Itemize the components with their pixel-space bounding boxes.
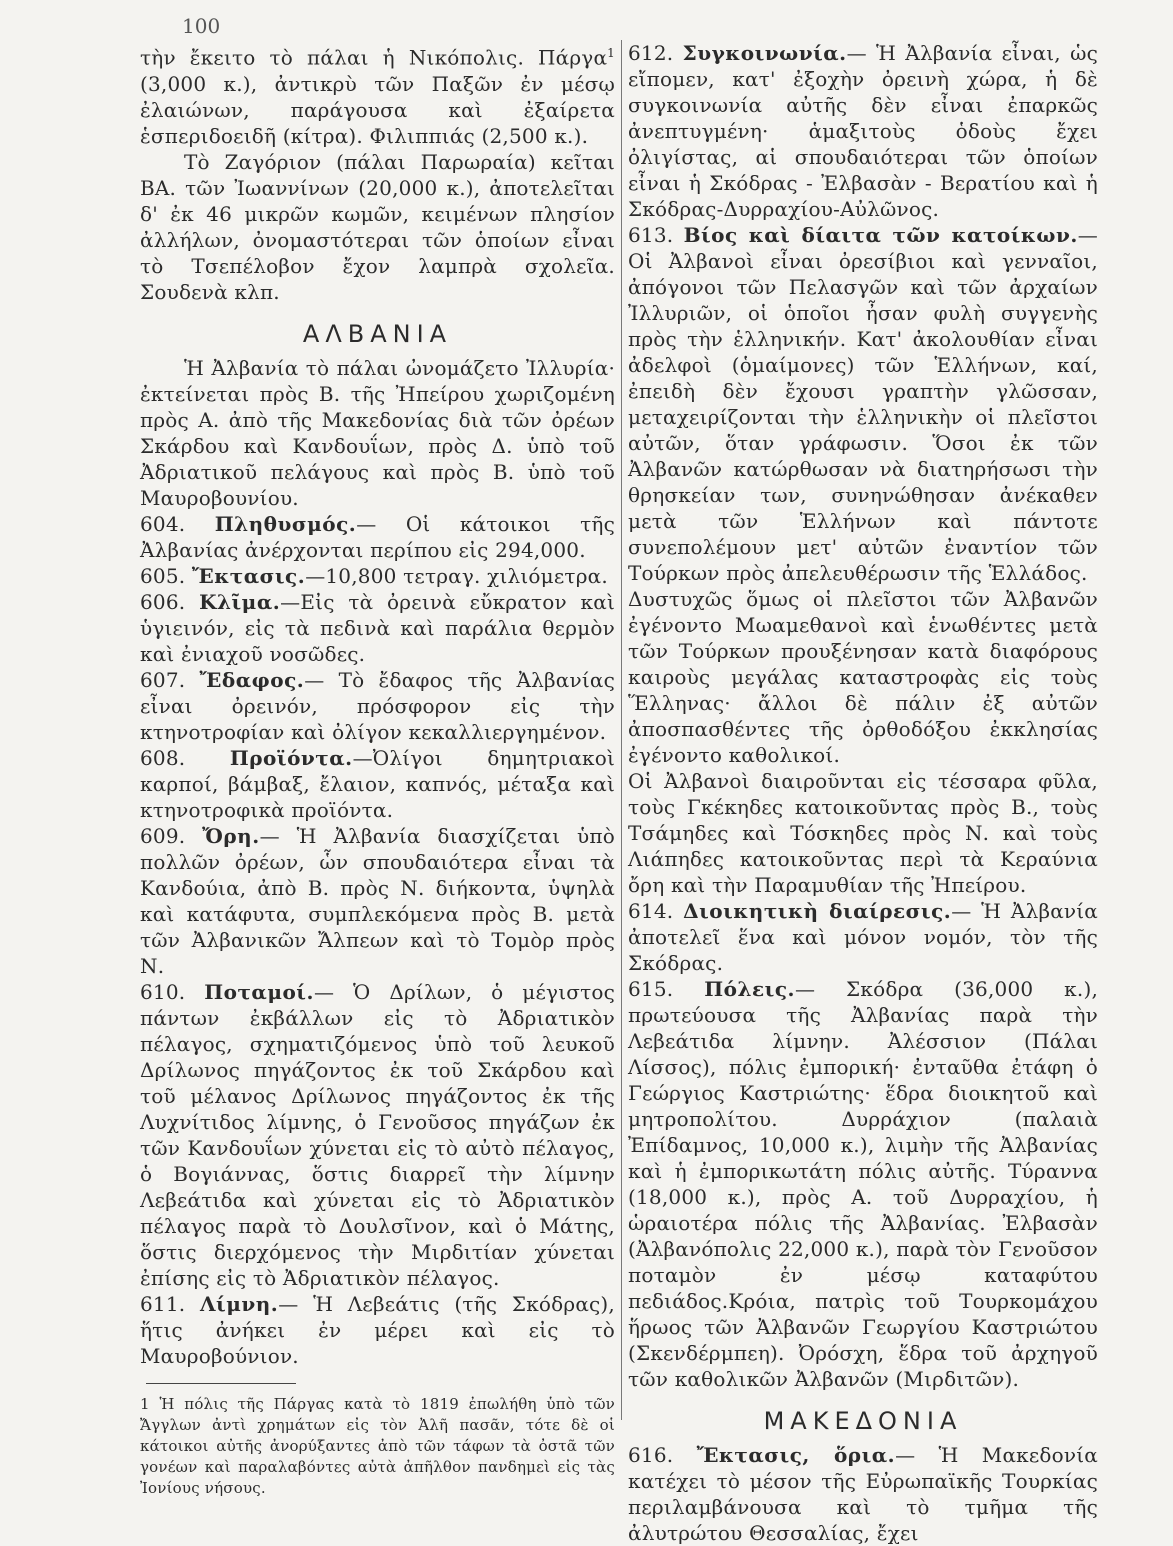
intro-paragraph-2: Τὸ Ζαγόριον (πάλαι Παρωραία) κεῖται ΒΑ. τῶν Ἰωαννίνων (20,000 κ.), ἀποτελεῖται δ' ἐκ 46 μικρῶν κωμῶν, κειμένων πλησίον ἀλλήλων, ὀνομαστότεραι τῶν ὁποίων εἶναι τὸ Τσεπέλοβον ἔχον λαμπρὰ σχολεῖα. Σουδενὰ κλπ.: [140, 149, 615, 304]
entry-607: 607. Ἔδαφος.— Τὸ ἔδαφος τῆς Ἀλβανίας εἶναι ὀρεινόν, πρόσφορον εἰς τὴν κτηνοτροφίαν καὶ ὀλίγον κεκαλλιεργημένον.: [140, 667, 615, 744]
section-intro: Ἡ Ἀλβανία τὸ πάλαι ὠνομάζετο Ἰλλυρία· ἐκτείνεται πρὸς Β. τῆς Ἠπείρου χωριζομένη πρὸς Α. ἀπὸ τῆς Μακεδονίας διὰ τῶν ὀρέων Σκάρδου καὶ Κανδουΐων, πρὸς Δ. ὑπὸ τοῦ Ἀδριατικοῦ πελάγους καὶ πρὸς Β. ὑπὸ τοῦ Μαυροβουνίου.: [140, 355, 615, 510]
entry-612: 612. Συγκοινωνία.— Ἡ Ἀλβανία εἶναι, ὡς εἴπομεν, κατ' ἐξοχὴν ὀρεινὴ χώρα, ἡ δὲ συγκοινωνία αὐτῆς δὲν εἶναι ἐπαρκῶς ἀνεπτυγμένη· ἁμαξιτοὺς ὁδοὺς ἔχει ὀλιγίστας, αἱ σπουδαιότεραι τῶν ὁποίων εἶναι ἡ Σκόδρας - Ἐλβασὰν - Βερατίου καὶ ἡ Σκόδρας-Δυρραχίου-Αὐλῶνος.: [628, 41, 1098, 221]
paragraph-albanians-muslims: Δυστυχῶς ὅμως οἱ πλεῖστοι τῶν Ἀλβανῶν ἐγένοντο Μωαμεθανοὶ καὶ ἑνωθέντες μετὰ τῶν Τούρκων προυξένησαν κατὰ διαφόρους καιροὺς μεγάλας καταστροφὰς εἰς τοὺς Ἕλληνας· ἄλλοι δὲ πάλιν ἐξ αὐτῶν ἀποσπασθέντες τῆς ὀρθοδόξου ἐκκλησίας ἐγένοντο καθολικοί.: [628, 587, 1098, 767]
entry-613: 613. Βίος καὶ δίαιτα τῶν κατοίκων.— Οἱ Ἀλβανοὶ εἶναι ὀρεσίβιοι καὶ γενναῖοι, ἀπόγονοι τῶν Πελασγῶν καὶ τῶν ἀρχαίων Ἰλλυριῶν, οἱ ὁποῖοι ἦσαν φυλὴ συγγενὴς πρὸς τὴν ἑλληνικήν. Κατ' ἀκολουθίαν εἶναι ἀδελφοὶ (ὁμαίμονες) τῶν Ἑλλήνων, καί, ἐπειδὴ δὲν ἔχουσι γραπτὴν γλῶσσαν, μεταχειρίζονται τὴν ἑλληνικὴν οἱ πλεῖστοι αὐτῶν, ὅταν γράφωσιν. Ὅσοι ἐκ τῶν Ἀλβανῶν κατώρθωσαν νὰ διατηρήσωσι τὴν θρησκείαν των, συνηνώθησαν ἀνέκαθεν μετὰ τῶν Ἑλλήνων καὶ πάντοτε συνεπολέμουν μετ' αὐτῶν ἐναντίον τῶν Τούρκων πρὸς ἀπελευθέρωσιν τῆς Ἑλλάδος.: [628, 223, 1098, 585]
entry-606: 606. Κλῖμα.—Εἰς τὰ ὀρεινὰ εὔκρατον καὶ ὑγιεινόν, εἰς τὰ πεδινὰ καὶ παράλια θερμὸν καὶ ἐνιαχοῦ νοσῶδες.: [140, 589, 615, 666]
section-title-albania: ΑΛΒΑΝΙΑ: [302, 319, 453, 348]
footnote-rule: [146, 1383, 296, 1384]
entry-605: 605. Ἔκτασις.—10,800 τετραγ. χιλιόμετρα.: [140, 563, 608, 588]
right-column: [628, 40, 1098, 1546]
entry-610: 610. Ποταμοί.— Ὁ Δρίλων, ὁ μέγιστος πάντων ἐκβάλλων εἰς τὸ Ἀδριατικὸν πέλαγος, σχηματιζόμενος ὑπὸ τοῦ λευκοῦ Δρίλωνος πηγάζοντος ἐκ τοῦ Σκάρδου καὶ τοῦ μέλανος Δρίλωνος πηγάζοντος ἐκ τῆς Λυχνίτιδος λίμνης, ὁ Γενοῦσος πηγάζων ἐκ τῶν Κανδουΐων χύνεται εἰς τὸ αὐτὸ πέλαγος, ὁ Βογιάννας, ὅστις διαρρεῖ τὴν λίμνην Λεβεάτιδα καὶ χύνεται εἰς τὸ Ἀδριατικὸν πέλαγος παρὰ τὸ Δουλσῖνον, καὶ ὁ Μάτης, ὅστις διερχόμενος τὴν Μιρδιτίαν χύνεται ἐπίσης εἰς τὸ Ἀδριατικὸν πέλαγος.: [140, 979, 616, 1290]
paragraph-albanian-tribes: Οἱ Ἀλβανοὶ διαιροῦνται εἰς τέσσαρα φῦλα, τοὺς Γκέκηδες κατοικοῦντας πρὸς Β., τοὺς Τσάμηδες καὶ Τόσκηδες πρὸς Ν. καὶ τοὺς Λιάπηδες κατοικοῦντας περὶ τὰ Κεραύνια ὄρη καὶ τὴν Παραμυθίαν τῆς Ἠπείρου.: [628, 769, 1098, 897]
intro-paragraph-1: τὴν ἔκειτο τὸ πάλαι ἡ Νικόπολις. Πάργα$^1$ (3,000 κ.), ἀντικρὺ τῶν Παξῶν ἐν μέσῳ ἐλαιώνων, παράγουσα καὶ ἐξαίρετα ἑσπεριδοειδῆ (κίτρα). Φιλιππιάς (2,500 κ.).: [140, 45, 615, 148]
left-column: [140, 40, 615, 1499]
footnote-marker: 1: [607, 46, 615, 60]
entry-609: 609. Ὄρη.— Ἡ Ἀλβανία διασχίζεται ὑπὸ πολλῶν ὀρέων, ὧν σπουδαιότερα εἶναι τὰ Κανδούια, ἀπὸ Β. πρὸς Ν. διήκοντα, ὑψηλὰ καὶ κατάφυτα, συμπλεκόμενα πρὸς Β. μετὰ τῶν Ἀλβανικῶν Ἄλπεων καὶ τὸ Τομὸρ πρὸς Ν.: [140, 823, 615, 978]
entry-615: 615. Πόλεις.— Σκόδρα (36,000 κ.), πρωτεύουσα τῆς Ἀλβανίας παρὰ τὴν Λεβεάτιδα λίμνην. Ἀλέσσιον (Πάλαι Λίσσος), πόλις ἐμπορική· ἐνταῦθα ἐτάφη ὁ Γεώργιος Καστριώτης· ἕδρα διοικητοῦ καὶ μητροπολίτου. Δυρράχιον (παλαιὰ Ἐπίδαμνος, 10,000 κ.), λιμὴν τῆς Ἀλβανίας καὶ ἡ ἐμπορικωτάτη πόλις αὐτῆς. Τύραννα (18,000 κ.), πρὸς Α. τοῦ Δυρραχίου, ἡ ὡραιοτέρα πόλις τῆς Ἀλβανίας. Ἐλβασὰν (Ἀλβανόπολις 22,000 κ.), παρὰ τὸν Γενοῦσον ποταμὸν ἐν μέσῳ καταφύτου πεδιάδος.Κρόια, πατρὶς τοῦ Τουρκομάχου ἥρωος τῶν Ἀλβανῶν Γεωργίου Καστριώτου (Σκενδέρμπεη). Ὀρόσχη, ἕδρα τοῦ ἀρχηγοῦ τῶν καθολικῶν Ἀλβανῶν (Μιρδιτῶν).: [628, 977, 1099, 1391]
entry-614: 614. Διοικητικὴ διαίρεσις.— Ἡ Ἀλβανία ἀποτελεῖ ἕνα καὶ μόνον νομόν, τὸν τῆς Σκόδρας.: [628, 899, 1099, 975]
footnote: 1 Ἡ πόλις τῆς Πάργας κατὰ τὸ 1819 ἐπωλήθη ὑπὸ τῶν Ἄγγλων ἀντὶ χρημάτων εἰς τὸν Ἀλῆ πασᾶν, τότε δὲ οἱ κάτοικοι αὐτῆς ἀνορύξαντες ἀπὸ τῶν τάφων τὰ ὀστᾶ τῶν γονέων καὶ παραλαβόντες αὐτὰ ἀπῆλθον πανδημεὶ εἰς τὰς Ἰονίους νήσους.: [140, 1394, 616, 1497]
column-divider: [621, 40, 622, 1420]
entry-608: 608. Προϊόντα.—Ὀλίγοι δημητριακοὶ καρποί, βάμβαξ, ἔλαιον, καπνός, μέταξα καὶ κτηνοτροφικὰ προϊόντα.: [140, 745, 616, 822]
entry-616: 616. Ἔκτασις, ὅρια.— Ἡ Μακεδονία κατέχει τὸ μέσον τῆς Εὐρωπαϊκῆς Τουρκίας περιλαμβάνουσα καὶ τὸ τμῆμα τῆς ἀλυτρώτου Θεσσαλίας, ἔχει: [628, 1443, 1099, 1545]
section-title-macedonia: ΜΑΚΕΔΟΝΙΑ: [763, 1407, 963, 1435]
entry-604: 604. Πληθυσμός.— Οἱ κάτοικοι τῆς Ἀλβανίας ἀνέρχονται περίπου εἰς 294,000.: [140, 511, 615, 562]
entry-611: 611. Λίμνη.— Ἡ Λεβεάτις (τῆς Σκόδρας), ἥτις ἀνήκει ἐν μέρει καὶ εἰς τὸ Μαυροβούνιον.: [140, 1291, 615, 1368]
page-number: 100: [182, 14, 221, 38]
